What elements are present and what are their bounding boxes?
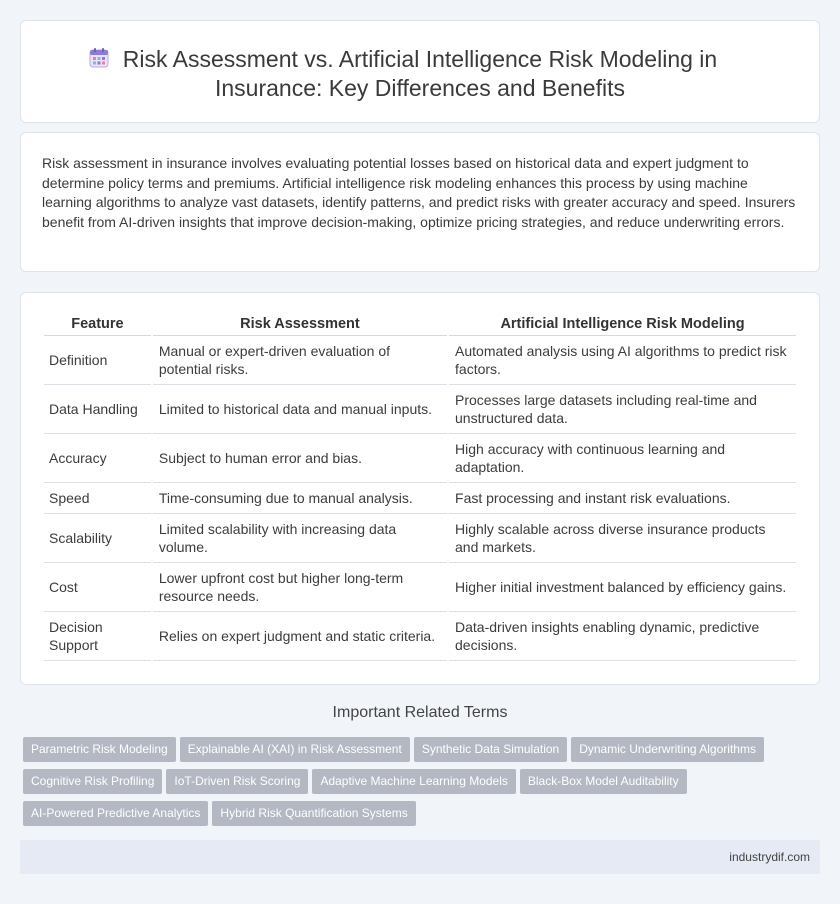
tag-row — [23, 801, 803, 833]
related-terms-heading: Important Related Terms — [332, 704, 508, 721]
ai-modeling-cell: Highly scalable across diverse insurance products and markets. — [449, 514, 796, 563]
comparison-card — [20, 292, 820, 685]
risk-assessment-cell: Relies on expert judgment and static criteria. — [153, 612, 447, 661]
tag-row — [23, 737, 803, 769]
related-term-tag[interactable]: Adaptive Machine Learning Models — [312, 769, 515, 794]
header-feature: Feature — [44, 315, 151, 336]
table-row — [44, 514, 796, 563]
feature-cell: Accuracy — [44, 434, 151, 483]
feature-cell: Definition — [44, 336, 151, 385]
ai-modeling-cell: Fast processing and instant risk evaluations. — [449, 483, 796, 514]
comparison-table — [42, 315, 798, 661]
footer — [20, 840, 820, 874]
feature-cell: Scalability — [44, 514, 151, 563]
ai-modeling-cell: High accuracy with continuous learning and adaptation. — [449, 434, 796, 483]
ai-modeling-cell: Automated analysis using AI algorithms to predict risk factors. — [449, 336, 796, 385]
related-term-tag[interactable]: Parametric Risk Modeling — [23, 737, 176, 762]
feature-cell: Speed — [44, 483, 151, 514]
related-term-tag[interactable]: AI-Powered Predictive Analytics — [23, 801, 208, 826]
header-risk-assessment: Risk Assessment — [153, 315, 447, 336]
risk-assessment-cell: Limited to historical data and manual inputs. — [153, 385, 447, 434]
table-row — [44, 434, 796, 483]
risk-assessment-cell: Subject to human error and bias. — [153, 434, 447, 483]
feature-cell: Data Handling — [44, 385, 151, 434]
table-row — [44, 385, 796, 434]
related-term-tag[interactable]: Synthetic Data Simulation — [414, 737, 567, 762]
table-row — [44, 563, 796, 612]
risk-assessment-cell: Lower upfront cost but higher long-term resource needs. — [153, 563, 447, 612]
intro-paragraph: Risk assessment in insurance involves evaluating potential losses based on historical data and expert judgment to determine policy terms and premiums. Artificial intelligence risk modeling enhances this process by using machine learning algorithms to analyze vast datasets, identify patterns, and predict risks with greater accuracy and speed. Insurers benefit from AI-driven insights that improve decision-making, optimize pricing strategies, and reduce underwriting errors. — [42, 155, 796, 230]
related-terms-list — [23, 737, 803, 833]
ai-modeling-cell: Data-driven insights enabling dynamic, predictive decisions. — [449, 612, 796, 661]
intro-card — [20, 132, 820, 272]
related-term-tag[interactable]: Black-Box Model Auditability — [520, 769, 687, 794]
risk-assessment-cell: Time-consuming due to manual analysis. — [153, 483, 447, 514]
table-row — [44, 483, 796, 514]
feature-cell: Decision Support — [44, 612, 151, 661]
tag-row — [23, 769, 803, 801]
related-term-tag[interactable]: Hybrid Risk Quantification Systems — [212, 801, 415, 826]
table-header-row — [44, 315, 796, 336]
related-term-tag[interactable]: Cognitive Risk Profiling — [23, 769, 162, 794]
related-term-tag[interactable]: Dynamic Underwriting Algorithms — [571, 737, 764, 762]
related-term-tag[interactable]: Explainable AI (XAI) in Risk Assessment — [180, 737, 410, 762]
page-title: Risk Assessment vs. Artificial Intelligence Risk Modeling in Insurance: Key Differences and Benefits — [122, 46, 718, 101]
risk-assessment-cell: Limited scalability with increasing data volume. — [153, 514, 447, 563]
risk-assessment-cell: Manual or expert-driven evaluation of potential risks. — [153, 336, 447, 385]
ai-modeling-cell: Higher initial investment balanced by efficiency gains. — [449, 563, 796, 612]
footer-site-link[interactable]: industrydif.com — [729, 850, 810, 864]
related-term-tag[interactable]: IoT-Driven Risk Scoring — [166, 769, 308, 794]
header-ai-risk-modeling: Artificial Intelligence Risk Modeling — [449, 315, 796, 336]
ai-modeling-cell: Processes large datasets including real-time and unstructured data. — [449, 385, 796, 434]
feature-cell: Cost — [44, 563, 151, 612]
table-row — [44, 612, 796, 661]
table-row — [44, 336, 796, 385]
title-card — [20, 20, 820, 123]
